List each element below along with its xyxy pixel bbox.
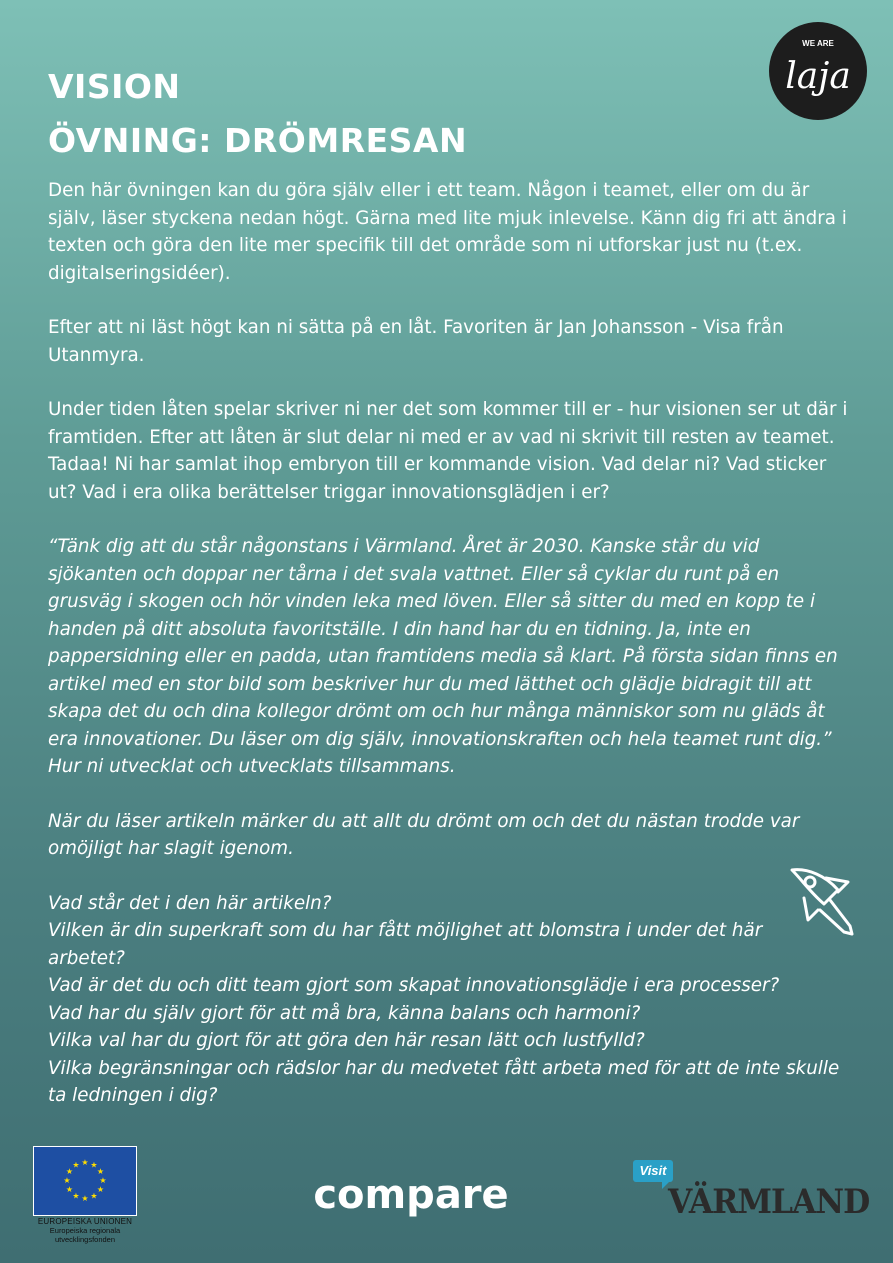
svg-text:★: ★ [90, 1160, 98, 1170]
svg-text:★: ★ [81, 1194, 89, 1203]
svg-text:★: ★ [72, 1191, 80, 1201]
svg-text:★: ★ [96, 1167, 105, 1176]
question-item: Vilka begränsningar och rädslor har du medvetet fått arbeta med för att de inte skulle ta ledningen i dig? [48, 1057, 840, 1106]
question-item: Vad står det i den här artikeln? [48, 892, 332, 914]
compare-logo [306, 1170, 516, 1220]
eu-line-2: Europeiska regionala [49, 1226, 121, 1235]
question-item: Vad är det du och ditt team gjort som skapat innovationsglädje i era processer? [48, 975, 780, 996]
eu-line-1: EUROPEISKA UNIONEN [37, 1217, 133, 1226]
exercise-text [48, 177, 848, 1110]
question-list [48, 890, 848, 1110]
question-item: Vilken är din superkraft som du har fått möjlighet att blomstra i under det här arbetet? [48, 920, 763, 969]
writing-paragraph: Under tiden låten spelar skriver ni ner det som kommer till er - hur visionen ser ut där i framtiden. Efter att låten är slut delar ni med er av vad ni skrivit till resten av teamet. Tadaa! Ni har samlat ihop embryon till er kommande vision. Vad delar ni? Vad sticker ut? Vad i era olika berättelser triggar innovationsglädjen i er? [48, 399, 848, 503]
svg-text:★: ★ [63, 1176, 71, 1185]
svg-text:★: ★ [65, 1185, 74, 1194]
visit-badge: Visit [633, 1160, 673, 1182]
svg-text:★: ★ [81, 1158, 89, 1167]
svg-text:★: ★ [99, 1176, 107, 1185]
svg-text:★: ★ [96, 1185, 105, 1194]
music-paragraph: Efter att ni läst högt kan ni sätta på en låt. Favoriten är Jan Johansson - Visa från Utanmyra. [48, 317, 784, 366]
compare-text: compare [313, 1172, 509, 1218]
intro-paragraph: Den här övningen kan du göra själv eller i ett team. Någon i teamet, eller om du är själv, läser styckena nedan högt. Gärna med lite mjuk inlevelse. Känn dig fri att ändra i texten och göra den lite mer specifik till det område som ni utforskar just nu (t.ex. digitalseringsidéer). [48, 180, 847, 284]
article-paragraph: När du läser artikeln märker du att allt du drömt om och det du nästan trodde var omöjligt har slagit igenom. [48, 810, 800, 859]
eu-caption [24, 1217, 146, 1244]
logo-main-text: laja [785, 56, 851, 97]
question-item: Vad har du själv gjort för att må bra, känna balans och harmoni? [48, 1002, 641, 1024]
laja-logo [769, 22, 867, 120]
eu-line-3: utvecklingsfonden [54, 1235, 116, 1244]
vision-quote: “Tänk dig att du står någonstans i Värmland. Året är 2030. Kanske står du vid sjökanten och doppar ner tårna i det svala vattnet. Eller så cyklar du runt på en grusväg i skogen och hör vinden leka med löven. Eller så sitter du med en kopp te i handen på ditt absoluta favoritställe. I din hand har du en tidning. Ja, inte en pappersidning eller en padda, utan framtidens media så klart. På första sidan finns en artikel med en stor bild som beskriver hur du med lätthet och glädje bidragit till att skapa det du och dina kollegor drömt om och hur många människor som nu gläds åt era innovationer. Du läser om dig själv, innovationskraften och hela teamet runt dig.” Hur ni utvecklat och utvecklats tillsammans. [48, 536, 838, 777]
question-item: Vilka val har du gjort för att göra den här resan lätt och lustfylld? [48, 1030, 645, 1051]
title-line-vision: VISION [48, 67, 181, 106]
rocket-icon [786, 864, 860, 938]
varmland-logo-text: VÄRMLAND [668, 1182, 870, 1222]
page-title [48, 60, 467, 168]
eu-flag [33, 1146, 137, 1216]
title-line-exercise: ÖVNING: DRÖMRESAN [48, 121, 468, 160]
svg-text:★: ★ [72, 1160, 80, 1170]
logo-top-text: WE ARE [802, 39, 834, 48]
svg-text:★: ★ [65, 1167, 74, 1176]
svg-text:★: ★ [90, 1191, 98, 1201]
